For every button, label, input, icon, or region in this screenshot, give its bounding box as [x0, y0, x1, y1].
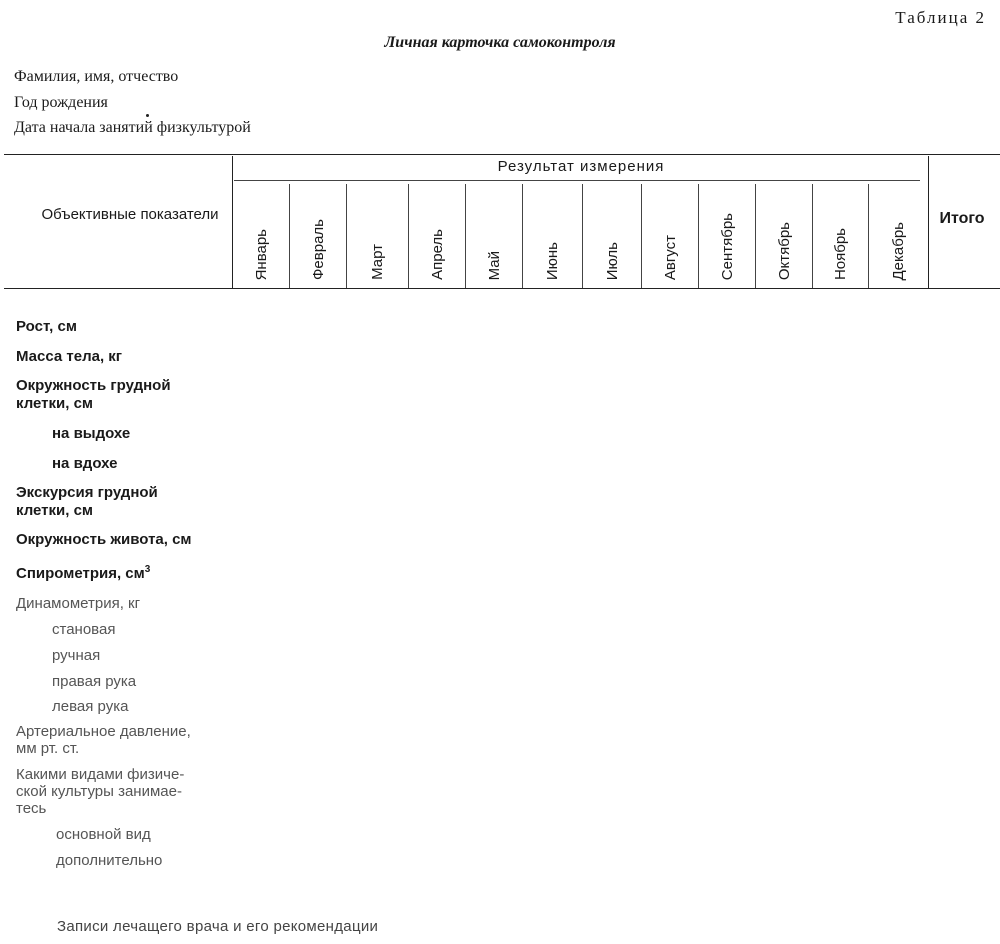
month-april: Апрель	[428, 229, 446, 280]
month-august: Август	[661, 234, 679, 280]
row-excursion-line1: Экскурсия грудной	[16, 484, 158, 501]
row-exhale: на выдохе	[52, 425, 131, 442]
month-october: Октябрь	[775, 221, 793, 280]
field-full-name: Фамилия, имя, отчество	[14, 68, 179, 85]
month-september: Сентябрь	[718, 212, 736, 280]
doctor-notes-label: Записи лечащего врача и его рекомендации	[57, 918, 379, 935]
row-bp-line2: мм рт. ст.	[16, 740, 80, 757]
month-december: Декабрь	[890, 221, 907, 280]
result-subheader-rule	[234, 180, 920, 181]
superscript: 3	[144, 564, 151, 575]
row-chest-line2: клетки, см	[16, 395, 94, 412]
field-start-date: Дата начала занятий физкультурой	[14, 119, 251, 136]
month-may: Май	[485, 250, 503, 280]
row-right-hand: правая рука	[52, 673, 137, 690]
table-top-rule	[4, 154, 1000, 155]
row-sports-line2: ской культуры занимае-	[16, 783, 182, 800]
row-hand: ручная	[52, 647, 101, 664]
col-divider-total	[928, 156, 929, 288]
col-divider-left	[232, 156, 233, 288]
table-number: Таблица 2	[895, 8, 986, 27]
row-left-hand: левая рука	[52, 698, 129, 715]
month-june: Июнь	[544, 241, 561, 280]
objective-indicators-header: Объективные показатели	[41, 206, 219, 223]
row-main-kind: основной вид	[56, 826, 151, 843]
row-excursion-line2: клетки, см	[16, 502, 94, 519]
row-abdomen: Окружность живота, см	[16, 531, 192, 548]
row-dynamometry: Динамометрия, кг	[16, 595, 141, 612]
row-sports-line1: Какими видами физиче-	[16, 766, 185, 783]
row-sports-line3: тесь	[16, 800, 47, 817]
row-weight: Масса тела, кг	[16, 348, 123, 365]
measurement-result-header: Результат измерения	[497, 158, 665, 175]
row-spirometry: Спирометрия, $см^3$	[16, 564, 151, 582]
card-title: Личная карточка самоконтроля	[384, 34, 616, 51]
field-birth-year: Год рождения	[14, 94, 108, 111]
total-header: Итого	[939, 210, 985, 227]
ink-dot	[146, 114, 149, 117]
month-july: Июль	[603, 241, 621, 280]
table-header-bottom-rule	[4, 288, 1000, 289]
month-february: Февраль	[309, 219, 327, 280]
row-stanovaya: становая	[52, 621, 116, 638]
month-november: Ноябрь	[832, 227, 849, 280]
row-height: Рост, см	[16, 318, 77, 335]
month-january: Январь	[253, 228, 270, 280]
row-bp-line1: Артериальное давление,	[16, 723, 191, 740]
row-additional: дополнительно	[56, 852, 163, 869]
row-chest-line1: Окружность грудной	[16, 377, 171, 394]
row-inhale: на вдохе	[52, 455, 118, 472]
month-march: Март	[369, 244, 386, 280]
